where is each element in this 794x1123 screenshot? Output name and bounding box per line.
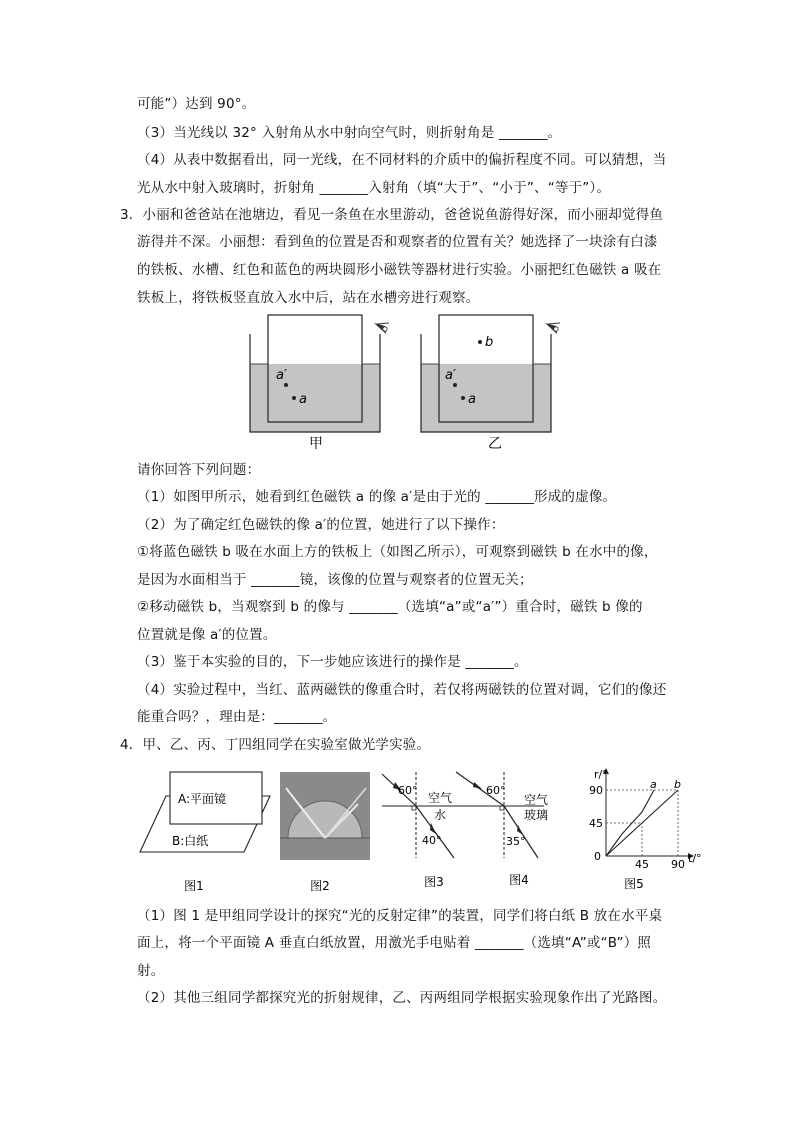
question-3-text: 3．小丽和爸爸站在池塘边，看见一条鱼在水里游动，爸爸说鱼游得好深，而小丽却觉得鱼 (120, 207, 664, 223)
x-axis-label: t/° (688, 852, 702, 865)
label-a: a (468, 392, 476, 407)
text-line: 请你回答下列问题： (137, 462, 261, 478)
text-line: 光从水中射入玻璃时，折射角 _______入射角（填“大于”、“小于”、“等于”）。 (137, 180, 611, 196)
y-tick-label: 45 (589, 817, 603, 830)
caption-fig3: 图3 (424, 875, 444, 889)
caption-jia: 甲 (309, 436, 323, 452)
figure-yi (415, 312, 570, 454)
origin-label: 0 (594, 850, 601, 863)
eye-icon (374, 323, 389, 334)
angle-incident: 60° (486, 784, 506, 797)
text-line: （3）鉴于本实验的目的，下一步她应该进行的操作是 _______。 (137, 654, 528, 670)
caption-fig4: 图4 (509, 873, 529, 887)
label-a: a (299, 392, 307, 407)
text-line: （1）图 1 是甲组同学设计的探究“光的反射定律”的装置，同学们将白纸 B 放在水平桌 (137, 908, 663, 924)
text-line: （2）其他三组同学都探究光的折射规律，乙、丙两组同学根据实验现象作出了光路图。 (137, 990, 667, 1006)
medium-air: 空气 (428, 791, 453, 805)
caption-fig2: 图2 (310, 879, 330, 893)
caption-fig1: 图1 (184, 879, 204, 893)
x-tick-label: 45 (635, 858, 649, 871)
eye-icon (545, 323, 560, 334)
angle-incident: 60° (398, 784, 418, 797)
label-a-prime: a′ (276, 368, 287, 383)
figure-1 (136, 768, 278, 894)
text-line: 可能”）达到 90°。 (137, 96, 256, 112)
series-label-a: a (650, 778, 657, 791)
text-line: （2）为了确定红色磁铁的像 a′的位置，她进行了以下操作： (137, 517, 505, 533)
figure-4 (452, 768, 556, 894)
text-line: 的铁板、水槽、红色和蓝色的两块圆形小磁铁等器材进行实验。小丽把红色磁铁 a 吸在 (137, 262, 662, 278)
label-b: b (485, 335, 494, 350)
figure-5-chart (582, 760, 704, 894)
y-axis-label: r/° (594, 768, 608, 781)
label-a-prime: a′ (445, 368, 456, 383)
figure-jia (244, 312, 399, 454)
text-line: （3）当光线以 32° 入射角从水中射向空气时，则折射角是 _______。 (137, 125, 562, 141)
angle-refracted: 40° (422, 834, 442, 847)
series-label-b: b (674, 778, 681, 791)
caption-fig5: 图5 (624, 877, 644, 891)
text-line: ①将蓝色磁铁 b 吸在水面上方的铁板上（如图乙所示），可观察到磁铁 b 在水中的像， (137, 544, 658, 560)
text-line: （4）从表中数据看出，同一光线，在不同材料的介质中的偏折程度不同。可以猜想，当 (137, 152, 667, 168)
medium-air: 空气 (524, 793, 549, 807)
text-line: （1）如图甲所示，她看到红色磁铁 a 的像 a′是由于光的 _______形成的虚像。 (137, 489, 617, 505)
caption-yi: 乙 (488, 436, 502, 452)
medium-glass: 玻璃 (524, 808, 549, 822)
text-line: 射。 (137, 963, 165, 979)
question-4-text: 4．甲、乙、丙、丁四组同学在实验室做光学实验。 (120, 737, 431, 753)
text-line: 面上，将一个平面镜 A 垂直白纸放置，用激光手电贴着 _______（选填“A”或“B”）照 (137, 935, 652, 951)
paper-label: B:白纸 (172, 834, 209, 848)
text-line: 能重合吗？，理由是：_______。 (137, 709, 337, 725)
text-line: ②移动磁铁 b，当观察到 b 的像与 _______（选填“a”或“a′”）重合时，磁铁 b 像的 (137, 599, 643, 615)
mirror-label: A:平面镜 (178, 792, 227, 806)
medium-water: 水 (434, 808, 447, 822)
text-line: 位置就是像 a′的位置。 (137, 627, 277, 643)
y-tick-label: 90 (589, 784, 603, 797)
text-line: （4）实验过程中，当红、蓝两磁铁的像重合时，若仅将两磁铁的位置对调，它们的像还 (137, 682, 667, 698)
x-tick-label: 90 (671, 858, 685, 871)
text-line: 是因为水面相当于 _______镜，该像的位置与观察者的位置无关； (137, 572, 533, 588)
text-line: 游得并不深。小丽想：看到鱼的位置是否和观察者的位置有关？她选择了一块涂有白漆 (137, 234, 658, 250)
figure-2 (280, 768, 372, 894)
angle-refracted: 35° (506, 835, 526, 848)
text-line: 铁板上，将铁板竖直放入水中后，站在水槽旁进行观察。 (137, 290, 480, 306)
